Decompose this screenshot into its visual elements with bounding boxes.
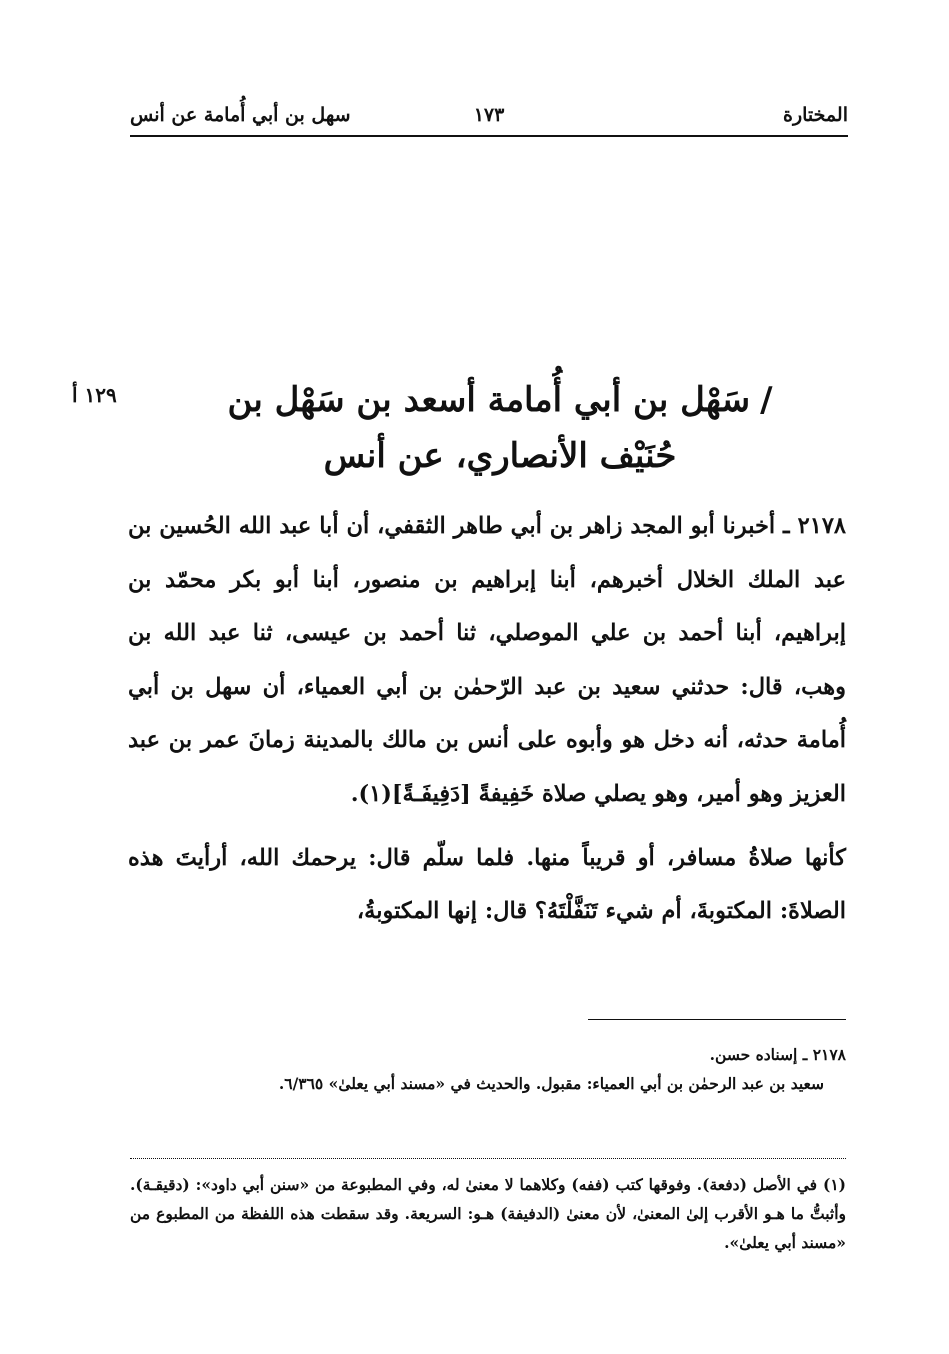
header-book-title: المختارة: [783, 104, 848, 126]
hadith-paragraph-2: كأنها صلاةُ مسافر، أو قريباً منها. فلما سلّم قال: يرحمك الله، أرأيتَ هذه الصلاةَ: المكتوبةَ، أم شيء تَنَفَّلْتَهُ؟ قال: إنها المكتوبةُ،: [128, 844, 846, 925]
manuscript-folio-note: ١٢٩ أ: [72, 383, 117, 407]
running-header: [130, 98, 848, 132]
chapter-heading-line-2: حُنَيْف الأنصاري، عن أنس: [323, 436, 677, 476]
footnote-1-text: (١) في الأصل (دفعة). وفوقها كتب (ففه) وكلاهما لا معنىٰ له، وفي المطبوعة من «سنن أبي داود»: (دقيقـة). وأثبتُّ ما هـو الأقرب إلىٰ المعنىٰ، لأن معنىٰ (الدفيفة) هـو: السريعة. وقد سقطت هذه اللفظة من المطبوع من «مسند أبي يعلىٰ».: [130, 1175, 846, 1252]
hadith-number: ٢١٧٨: [797, 513, 846, 539]
chapter-heading-line-1: [190, 372, 810, 428]
hadith-text: ـ أخبرنا أبو المجد زاهر بن أبي طاهر الثقفي، أن أبا عبد الله الحُسين بن عبد الملك الخلال أخبرهم، أبنا إبراهيم بن منصور، أبنا أبو بكر محمّد بن إبراهيم، أبنا أحمد بن علي الموصلي، ثنا أحمد بن عيسى، ثنا عبد الله بن وهب، قال: حدثني سعيد بن عبد الرّحمٰن بن أبي العمياء، أن سهل بن أبي أُمامة حدثه، أنه دخل هو وأبوه على أنس بن مالك بالمدينة زمانَ عمر بن عبد العزيز وهو أمير، وهو يصلي صلاة خَفِيفةً [دَفِيفَـةً](١).: [128, 513, 846, 807]
footnote-dotted-separator: [130, 1158, 846, 1159]
takhrij-notes: [150, 1040, 846, 1098]
chapter-heading: [190, 372, 810, 484]
takhrij-line-2: سعيد بن عبد الرحمٰن بن أبي العمياء: مقبول. والحديث في «مسند أبي يعلىٰ» ٦/٣٦٥.: [278, 1074, 824, 1093]
chapter-heading-text-1: سَهْل بن أبي أُمامة أسعد بن سَهْل بن: [227, 380, 751, 420]
header-section-title: سهل بن أبي أُمامة عن أنس: [130, 104, 351, 126]
footnote-1: [130, 1170, 846, 1257]
page-number: ١٧٣: [473, 104, 505, 126]
footnote-separator: [588, 1019, 846, 1020]
hadith-paragraph-1: [128, 500, 846, 822]
header-rule: [130, 135, 848, 137]
takhrij-line-1: ٢١٧٨ ـ إسناده حسن.: [709, 1045, 846, 1064]
hadith-body: [128, 500, 846, 939]
folio-slash: /: [760, 380, 773, 420]
